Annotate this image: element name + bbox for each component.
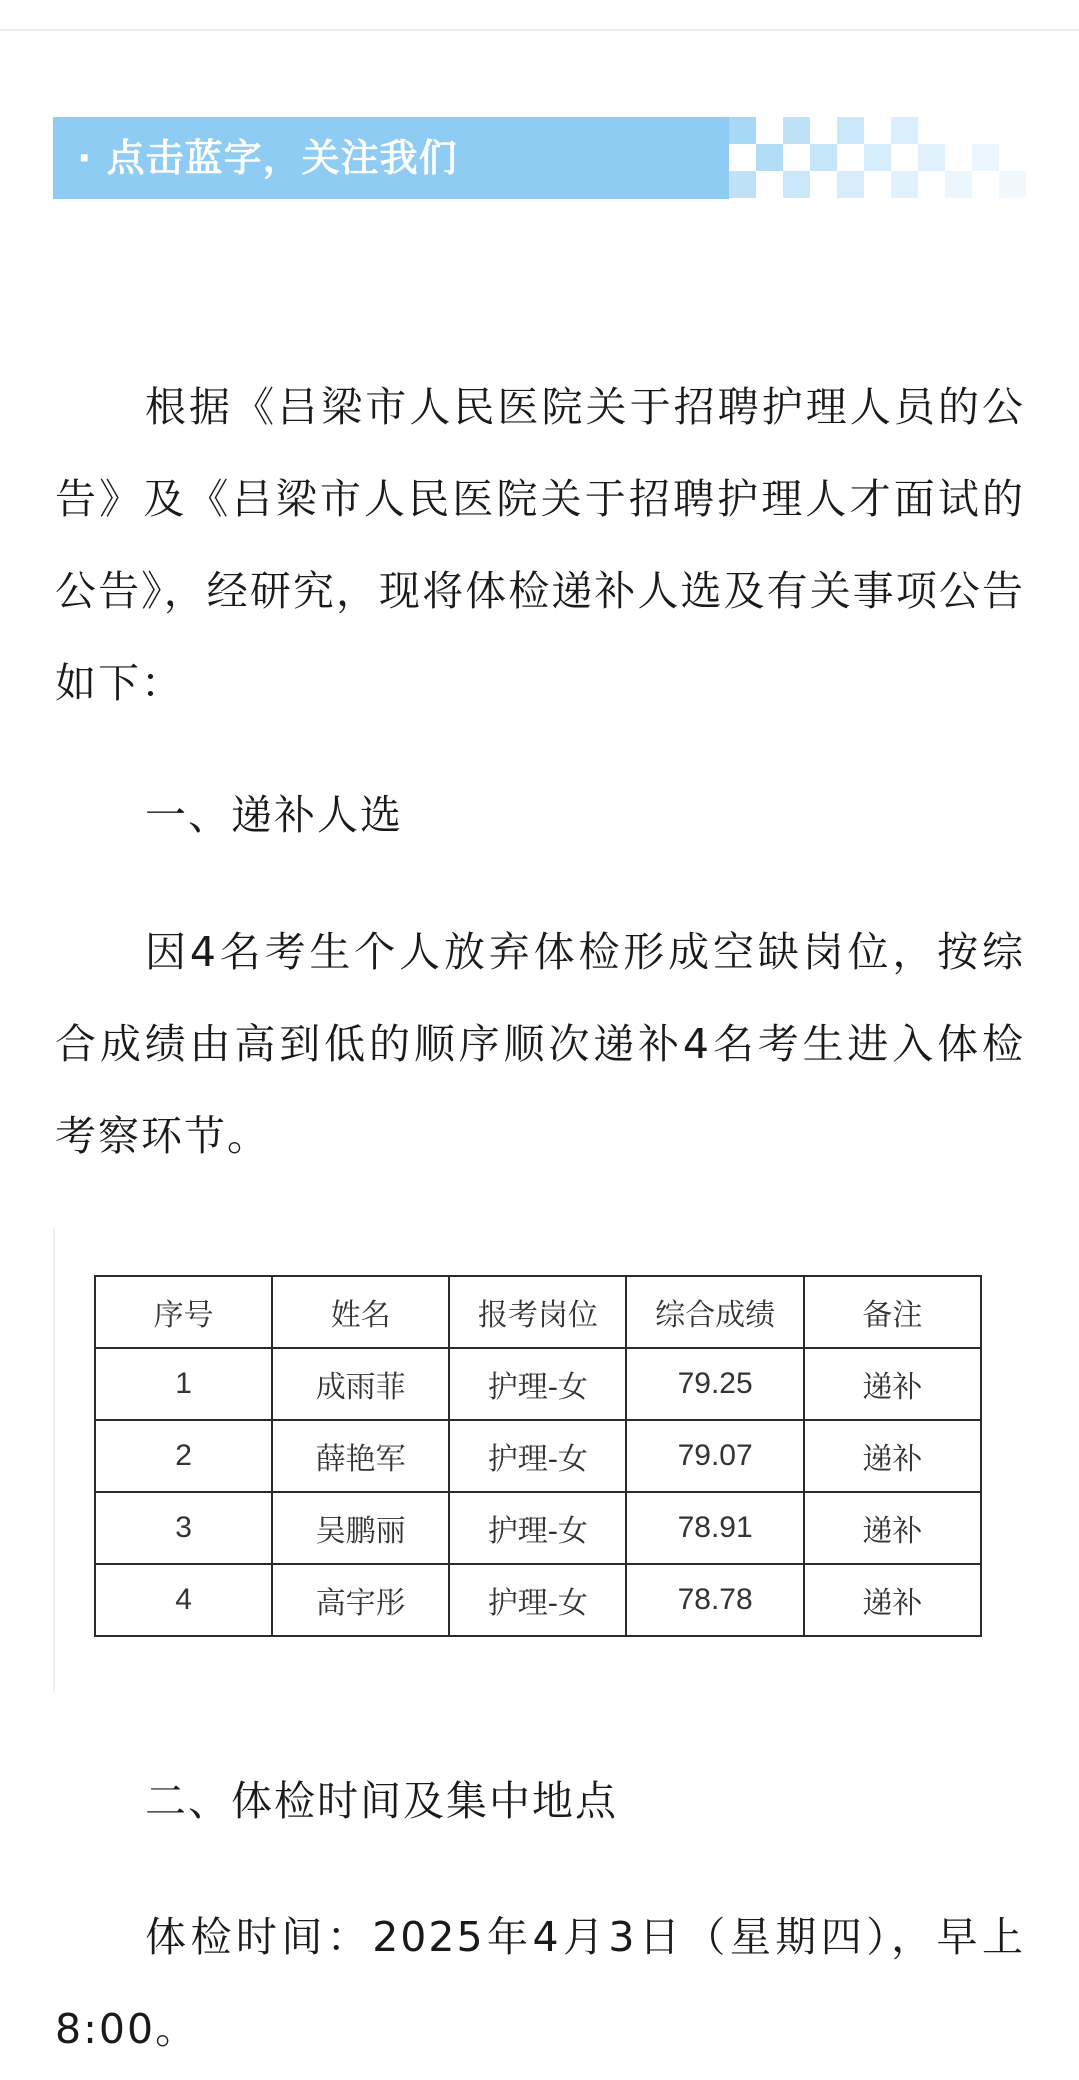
table-row (95, 1348, 981, 1420)
cell-score: 79.07 (626, 1420, 803, 1492)
cell-name: 薛艳军 (272, 1420, 449, 1492)
cell-index: 3 (95, 1492, 272, 1564)
cell-remark: 递补 (804, 1420, 981, 1492)
cell-position: 护理-女 (449, 1420, 626, 1492)
cell-position: 护理-女 (449, 1348, 626, 1420)
header-name: 姓名 (272, 1276, 449, 1348)
cell-name: 成雨菲 (272, 1348, 449, 1420)
header-position: 报考岗位 (449, 1276, 626, 1348)
cell-position: 护理-女 (449, 1492, 626, 1564)
header-index: 序号 (95, 1276, 272, 1348)
candidate-table (94, 1275, 982, 1637)
cell-score: 79.25 (626, 1348, 803, 1420)
cell-remark: 递补 (804, 1492, 981, 1564)
cell-name: 吴鹏丽 (272, 1492, 449, 1564)
candidate-table-image (53, 1228, 1025, 1693)
cell-score: 78.78 (626, 1564, 803, 1636)
cell-remark: 递补 (804, 1348, 981, 1420)
banner-text: · 点击蓝字，关注我们 (77, 136, 458, 180)
table-header-row (95, 1276, 981, 1348)
section-1-body: 因4名考生个人放弃体检形成空缺岗位，按综合成绩由高到低的顺序顺次递补4名考生进入体检考察环节。 (55, 928, 1025, 1160)
cell-index: 2 (95, 1420, 272, 1492)
banner-checker-decoration (729, 117, 1026, 199)
table-row (95, 1492, 981, 1564)
exam-time-paragraph: 体检时间：2025年4月3日（星期四），早上8:00。 (55, 1913, 1025, 2053)
cell-name: 高宇彤 (272, 1564, 449, 1636)
cell-remark: 递补 (804, 1564, 981, 1636)
section-2-heading: 二、体检时间及集中地点 (145, 1777, 618, 1825)
table-row (95, 1564, 981, 1636)
header-remark: 备注 (804, 1276, 981, 1348)
cell-index: 1 (95, 1348, 272, 1420)
cell-position: 护理-女 (449, 1564, 626, 1636)
section-1-heading: 一、递补人选 (145, 791, 403, 839)
table-row (95, 1420, 981, 1492)
cell-index: 4 (95, 1564, 272, 1636)
header-score: 综合成绩 (626, 1276, 803, 1348)
follow-us-banner[interactable] (53, 117, 1026, 199)
cell-score: 78.91 (626, 1492, 803, 1564)
intro-paragraph: 根据《吕梁市人民医院关于招聘护理人员的公告》及《吕梁市人民医院关于招聘护理人才面试的公告》，经研究，现将体检递补人选及有关事项公告如下： (55, 383, 1025, 707)
top-divider (0, 29, 1079, 31)
